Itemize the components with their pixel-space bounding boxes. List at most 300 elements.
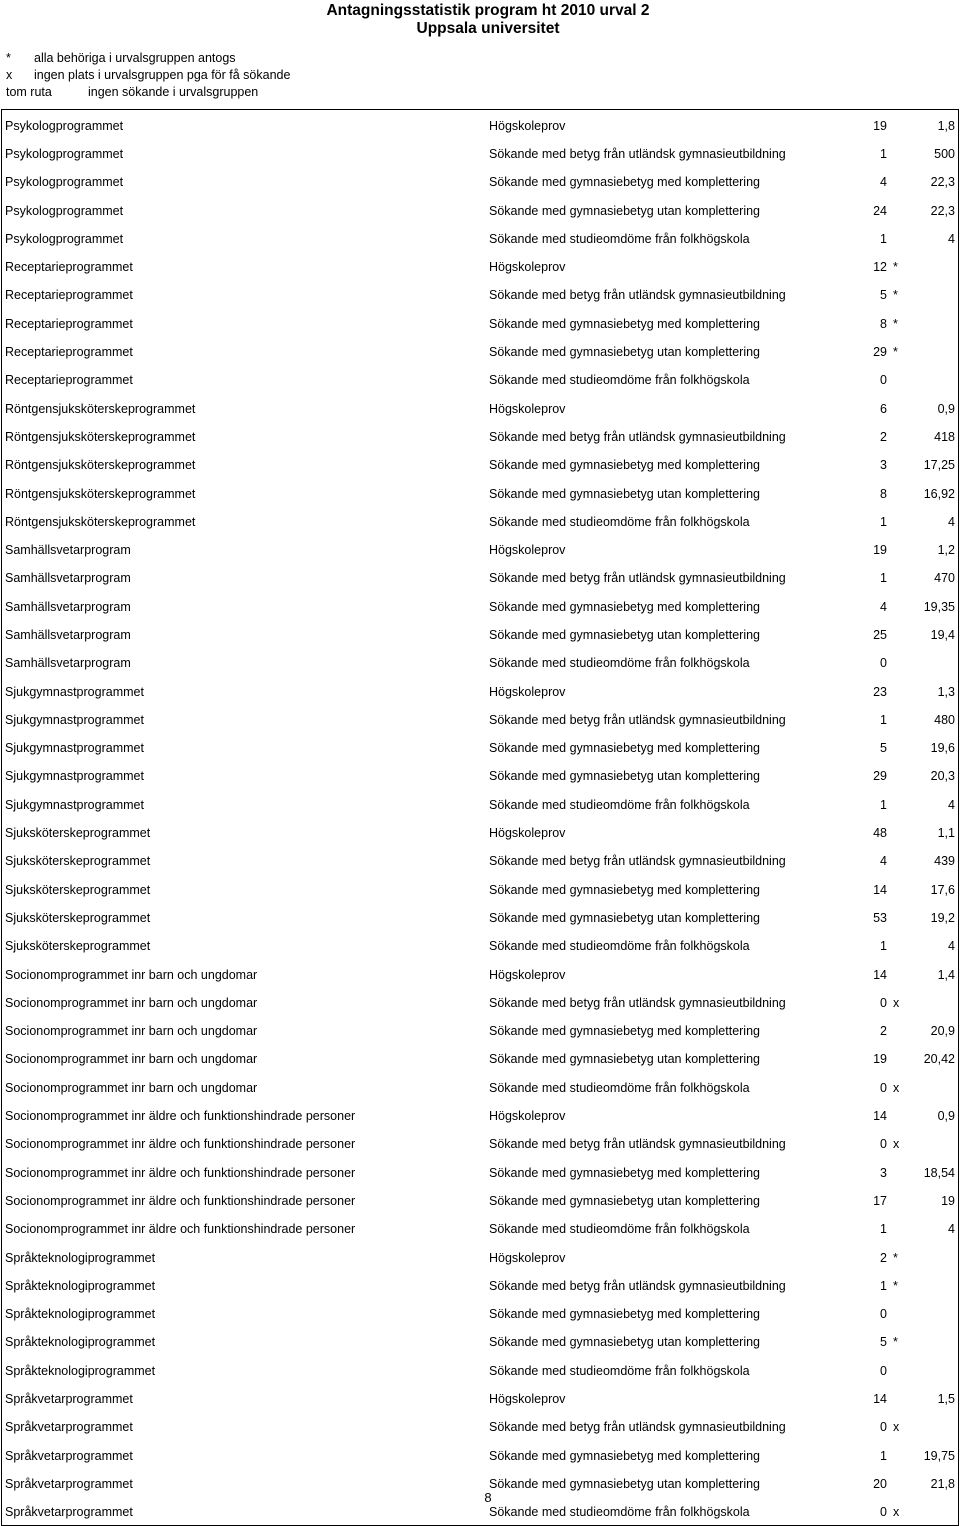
count-cell: 0 <box>880 656 887 671</box>
table-row <box>2 1270 959 1298</box>
table-row <box>2 1355 959 1383</box>
table-row <box>2 1440 959 1468</box>
program-cell: Samhällsvetarprogram <box>5 571 131 586</box>
page-number: 8 <box>484 1490 492 1505</box>
count-cell: 25 <box>873 627 887 642</box>
table-body <box>2 110 959 1526</box>
flag-cell <box>890 1185 904 1213</box>
flag-cell: x <box>893 1137 900 1152</box>
page-subtitle: Uppsala universitet <box>416 20 560 37</box>
value-cell <box>904 336 959 364</box>
count-cell: 19 <box>873 118 887 133</box>
program-cell: Sjuksköterskeprogrammet <box>5 882 151 897</box>
program-cell: Sjuksköterskeprogrammet <box>5 854 151 869</box>
count-cell: 20 <box>873 1476 887 1491</box>
table-row <box>2 280 959 308</box>
program-cell: Sjukgymnastprogrammet <box>5 741 144 756</box>
group-cell: Högskoleprov <box>489 118 566 133</box>
program-cell: Psykologprogrammet <box>5 231 124 246</box>
program-cell: Sjukgymnastprogrammet <box>5 769 144 784</box>
group-cell: Sökande med gymnasiebetyg med komplettering <box>489 1165 760 1180</box>
flag-cell <box>890 534 904 562</box>
program-cell: Socionomprogrammet inr äldre och funktionshindrade personer <box>5 1193 356 1208</box>
group-cell: Sökande med gymnasiebetyg utan komplettering <box>489 627 760 642</box>
table-row <box>2 1129 959 1157</box>
flag-cell <box>890 1355 904 1383</box>
table-row <box>2 110 959 139</box>
group-cell: Sökande med gymnasiebetyg med komplettering <box>489 1448 760 1463</box>
flag-cell: x <box>893 1505 900 1520</box>
group-cell: Sökande med betyg från utländsk gymnasieutbildning <box>489 1137 786 1152</box>
count-cell: 29 <box>873 769 887 784</box>
table-row <box>2 704 959 732</box>
program-cell: Språkvetarprogrammet <box>5 1392 133 1406</box>
group-cell: Sökande med studieomdöme från folkhögskola <box>489 1363 750 1378</box>
table-row <box>2 393 959 421</box>
table-row <box>2 846 959 874</box>
table-row <box>2 336 959 364</box>
value-cell: 4 <box>948 1222 955 1237</box>
group-cell: Sökande med gymnasiebetyg utan komplettering <box>489 345 760 360</box>
group-cell: Högskoleprov <box>489 684 566 699</box>
group-cell: Sökande med gymnasiebetyg med komplettering <box>489 175 760 190</box>
program-cell: Sjukgymnastprogrammet <box>5 712 144 727</box>
group-cell: Sökande med gymnasiebetyg utan komplettering <box>489 1052 760 1067</box>
flag-cell <box>890 704 904 732</box>
table-row <box>2 421 959 449</box>
value-cell: 0,9 <box>937 401 955 416</box>
value-cell: 20,3 <box>930 769 955 784</box>
count-cell: 5 <box>880 1335 887 1350</box>
legend-symbol: * <box>6 51 11 65</box>
value-cell <box>904 1072 959 1100</box>
table-row <box>2 1016 959 1044</box>
value-cell <box>904 1129 959 1157</box>
value-cell: 18,54 <box>923 1165 955 1180</box>
table-row <box>2 959 959 987</box>
value-cell <box>904 1270 959 1298</box>
flag-cell: * <box>893 1250 898 1265</box>
program-cell: Samhällsvetarprogram <box>5 599 131 614</box>
flag-cell <box>890 733 904 761</box>
count-cell: 1 <box>880 1278 887 1293</box>
legend-text: ingen sökande i urvalsgruppen <box>88 85 259 99</box>
flag-cell <box>890 1214 904 1242</box>
group-cell: Sökande med gymnasiebetyg utan komplettering <box>489 203 760 218</box>
group-cell: Sökande med gymnasiebetyg utan komplettering <box>489 1476 760 1491</box>
group-cell: Högskoleprov <box>489 967 566 982</box>
program-cell: Sjuksköterskeprogrammet <box>5 826 151 841</box>
count-cell: 14 <box>873 1109 887 1124</box>
flag-cell <box>890 619 904 647</box>
table-row <box>2 817 959 845</box>
program-cell: Psykologprogrammet <box>5 203 124 218</box>
flag-cell <box>890 676 904 704</box>
count-cell: 8 <box>880 486 887 501</box>
count-cell: 14 <box>873 967 887 982</box>
program-cell: Samhällsvetarprogram <box>5 543 131 558</box>
table-row <box>2 1044 959 1072</box>
group-cell: Sökande med studieomdöme från folkhögskola <box>489 656 750 671</box>
flag-cell <box>890 1383 904 1411</box>
flag-cell <box>890 1157 904 1185</box>
group-cell: Sökande med studieomdöme från folkhögskola <box>489 797 750 812</box>
group-cell: Högskoleprov <box>489 260 566 275</box>
value-cell: 1,2 <box>937 543 955 558</box>
value-cell: 17,6 <box>930 882 955 897</box>
table-row <box>2 167 959 195</box>
value-cell: 4 <box>948 514 955 529</box>
table-row <box>2 591 959 619</box>
group-cell: Sökande med studieomdöme från folkhögskola <box>489 939 750 954</box>
count-cell: 1 <box>880 571 887 586</box>
value-cell <box>904 1327 959 1355</box>
flag-cell <box>890 421 904 449</box>
flag-cell <box>890 110 904 139</box>
value-cell: 1,3 <box>937 684 955 699</box>
group-cell: Högskoleprov <box>489 543 566 558</box>
count-cell: 1 <box>880 1448 887 1463</box>
group-cell: Sökande med studieomdöme från folkhögskola <box>489 1080 750 1095</box>
flag-cell <box>890 1044 904 1072</box>
legend-item <box>6 67 290 84</box>
flag-cell <box>890 817 904 845</box>
value-cell <box>904 987 959 1015</box>
table-row <box>2 789 959 817</box>
value-cell: 439 <box>934 854 955 869</box>
value-cell <box>904 308 959 336</box>
flag-cell <box>890 393 904 421</box>
group-cell: Högskoleprov <box>489 1250 566 1265</box>
program-cell: Samhällsvetarprogram <box>5 627 131 642</box>
group-cell: Sökande med gymnasiebetyg med komplettering <box>489 882 760 897</box>
value-cell: 19,6 <box>930 741 955 756</box>
group-cell: Högskoleprov <box>489 401 566 416</box>
group-cell: Sökande med betyg från utländsk gymnasieutbildning <box>489 995 786 1010</box>
flag-cell: * <box>893 288 898 303</box>
value-cell: 19,35 <box>923 599 955 614</box>
count-cell: 48 <box>873 826 887 841</box>
flag-cell <box>890 1016 904 1044</box>
legend <box>6 50 290 101</box>
value-cell <box>904 648 959 676</box>
value-cell <box>904 365 959 393</box>
group-cell: Sökande med betyg från utländsk gymnasieutbildning <box>489 571 786 586</box>
value-cell: 470 <box>934 571 955 586</box>
flag-cell: * <box>893 260 898 275</box>
count-cell: 5 <box>880 741 887 756</box>
group-cell: Sökande med studieomdöme från folkhögskola <box>489 1505 750 1520</box>
value-cell <box>904 251 959 279</box>
flag-cell <box>890 138 904 166</box>
group-cell: Sökande med gymnasiebetyg med komplettering <box>489 741 760 756</box>
value-cell: 1,5 <box>937 1392 955 1406</box>
program-cell: Röntgensjuksköterskeprogrammet <box>5 514 196 529</box>
value-cell: 22,3 <box>930 175 955 190</box>
value-cell: 1,4 <box>937 967 955 982</box>
table-row <box>2 874 959 902</box>
value-cell <box>904 1412 959 1440</box>
program-cell: Socionomprogrammet inr äldre och funktionshindrade personer <box>5 1222 356 1237</box>
group-cell: Högskoleprov <box>489 826 566 841</box>
group-cell: Sökande med studieomdöme från folkhögskola <box>489 231 750 246</box>
table-row <box>2 1214 959 1242</box>
count-cell: 14 <box>873 882 887 897</box>
count-cell: 17 <box>873 1193 887 1208</box>
group-cell: Sökande med betyg från utländsk gymnasieutbildning <box>489 1278 786 1293</box>
flag-cell <box>890 223 904 251</box>
flag-cell <box>890 450 904 478</box>
flag-cell <box>890 478 904 506</box>
flag-cell <box>890 1100 904 1128</box>
program-cell: Språkvetarprogrammet <box>5 1420 133 1435</box>
flag-cell: x <box>893 995 900 1010</box>
count-cell: 12 <box>873 260 887 275</box>
count-cell: 0 <box>880 373 887 388</box>
program-cell: Psykologprogrammet <box>5 118 124 133</box>
value-cell: 480 <box>934 712 955 727</box>
table-row <box>2 1383 959 1411</box>
flag-cell: * <box>893 1278 898 1293</box>
flag-cell <box>890 1440 904 1468</box>
flag-cell <box>890 195 904 223</box>
flag-cell <box>890 761 904 789</box>
flag-cell <box>890 874 904 902</box>
count-cell: 4 <box>880 854 887 869</box>
table-row <box>2 931 959 959</box>
program-cell: Röntgensjuksköterskeprogrammet <box>5 486 196 501</box>
value-cell: 4 <box>948 797 955 812</box>
table-row <box>2 1157 959 1185</box>
value-cell: 20,42 <box>923 1052 955 1067</box>
group-cell: Sökande med studieomdöme från folkhögskola <box>489 1222 750 1237</box>
flag-cell <box>890 648 904 676</box>
program-cell: Språkteknologiprogrammet <box>5 1307 156 1322</box>
value-cell: 500 <box>934 146 955 161</box>
group-cell: Sökande med gymnasiebetyg utan komplettering <box>489 1193 760 1208</box>
value-cell: 16,92 <box>923 486 955 501</box>
table-row <box>2 478 959 506</box>
value-cell <box>904 1355 959 1383</box>
group-cell: Sökande med gymnasiebetyg med komplettering <box>489 1307 760 1322</box>
table-row <box>2 733 959 761</box>
table-row <box>2 223 959 251</box>
group-cell: Sökande med betyg från utländsk gymnasieutbildning <box>489 288 786 303</box>
value-cell: 19,2 <box>930 910 955 925</box>
group-cell: Sökande med gymnasiebetyg utan komplettering <box>489 1335 760 1350</box>
program-cell: Socionomprogrammet inr äldre och funktionshindrade personer <box>5 1165 356 1180</box>
value-cell: 20,9 <box>930 1024 955 1039</box>
count-cell: 0 <box>880 1307 887 1322</box>
program-cell: Socionomprogrammet inr barn och ungdomar <box>5 1052 258 1067</box>
group-cell: Sökande med betyg från utländsk gymnasieutbildning <box>489 146 786 161</box>
count-cell: 2 <box>880 1250 887 1265</box>
value-cell: 19 <box>941 1193 955 1208</box>
group-cell: Sökande med gymnasiebetyg utan komplettering <box>489 910 760 925</box>
count-cell: 2 <box>880 429 887 444</box>
value-cell: 22,3 <box>930 203 955 218</box>
count-cell: 3 <box>880 458 887 473</box>
value-cell: 19,75 <box>923 1448 955 1463</box>
program-cell: Socionomprogrammet inr äldre och funktionshindrade personer <box>5 1109 356 1124</box>
count-cell: 1 <box>880 939 887 954</box>
group-cell: Sökande med betyg från utländsk gymnasieutbildning <box>489 1420 786 1435</box>
program-cell: Språkteknologiprogrammet <box>5 1278 156 1293</box>
program-cell: Sjukgymnastprogrammet <box>5 684 144 699</box>
flag-cell: * <box>893 1335 898 1350</box>
flag-cell <box>890 365 904 393</box>
flag-cell <box>890 1298 904 1326</box>
flag-cell <box>890 931 904 959</box>
program-cell: Receptarieprogrammet <box>5 288 133 303</box>
program-cell: Socionomprogrammet inr barn och ungdomar <box>5 995 258 1010</box>
value-cell: 1,1 <box>937 826 955 841</box>
program-cell: Psykologprogrammet <box>5 146 124 161</box>
count-cell: 3 <box>880 1165 887 1180</box>
count-cell: 0 <box>880 1420 887 1435</box>
value-cell: 4 <box>948 939 955 954</box>
group-cell: Sökande med betyg från utländsk gymnasieutbildning <box>489 854 786 869</box>
flag-cell: * <box>893 345 898 360</box>
group-cell: Sökande med gymnasiebetyg med komplettering <box>489 599 760 614</box>
flag-cell: x <box>893 1420 900 1435</box>
program-cell: Socionomprogrammet inr barn och ungdomar <box>5 1080 258 1095</box>
count-cell: 8 <box>880 316 887 331</box>
program-cell: Receptarieprogrammet <box>5 345 133 360</box>
table-row <box>2 251 959 279</box>
count-cell: 0 <box>880 1137 887 1152</box>
flag-cell <box>890 959 904 987</box>
group-cell: Sökande med studieomdöme från folkhögskola <box>489 514 750 529</box>
program-cell: Sjuksköterskeprogrammet <box>5 939 151 954</box>
program-cell: Sjukgymnastprogrammet <box>5 797 144 812</box>
table-row <box>2 676 959 704</box>
value-cell: 19,4 <box>930 627 955 642</box>
legend-text: alla behöriga i urvalsgruppen antogs <box>34 51 236 65</box>
table-row <box>2 563 959 591</box>
count-cell: 1 <box>880 514 887 529</box>
count-cell: 14 <box>873 1392 887 1406</box>
program-cell: Språkvetarprogrammet <box>5 1448 133 1463</box>
value-cell <box>904 280 959 308</box>
group-cell: Sökande med studieomdöme från folkhögskola <box>489 373 750 388</box>
group-cell: Sökande med gymnasiebetyg med komplettering <box>489 458 760 473</box>
table-row <box>2 1185 959 1213</box>
legend-item <box>6 50 290 67</box>
table-row <box>2 619 959 647</box>
table-row <box>2 902 959 930</box>
value-cell <box>904 1298 959 1326</box>
flag-cell <box>890 591 904 619</box>
admission-table <box>1 109 959 1526</box>
program-cell: Röntgensjuksköterskeprogrammet <box>5 401 196 416</box>
group-cell: Sökande med betyg från utländsk gymnasieutbildning <box>489 429 786 444</box>
count-cell: 24 <box>873 203 887 218</box>
count-cell: 2 <box>880 1024 887 1039</box>
legend-symbol: tom ruta <box>6 85 52 99</box>
program-cell: Receptarieprogrammet <box>5 260 133 275</box>
table-row <box>2 506 959 534</box>
program-cell: Språkvetarprogrammet <box>5 1476 133 1491</box>
value-cell: 1,8 <box>937 118 955 133</box>
table-row <box>2 450 959 478</box>
program-cell: Socionomprogrammet inr äldre och funktionshindrade personer <box>5 1137 356 1152</box>
program-cell: Psykologprogrammet <box>5 175 124 190</box>
table-row <box>2 1072 959 1100</box>
value-cell: 418 <box>934 429 955 444</box>
group-cell: Högskoleprov <box>489 1109 566 1124</box>
group-cell: Sökande med gymnasiebetyg med komplettering <box>489 316 760 331</box>
program-cell: Språkteknologiprogrammet <box>5 1250 156 1265</box>
flag-cell <box>890 167 904 195</box>
count-cell: 6 <box>880 401 887 416</box>
count-cell: 4 <box>880 599 887 614</box>
value-cell: 21,8 <box>930 1476 955 1491</box>
flag-cell <box>890 506 904 534</box>
legend-item <box>6 84 290 101</box>
program-cell: Språkteknologiprogrammet <box>5 1335 156 1350</box>
table-row <box>2 1327 959 1355</box>
program-cell: Språkteknologiprogrammet <box>5 1363 156 1378</box>
count-cell: 0 <box>880 1363 887 1378</box>
program-cell: Socionomprogrammet inr barn och ungdomar <box>5 967 258 982</box>
legend-symbol: x <box>6 68 13 82</box>
flag-cell <box>890 563 904 591</box>
program-cell: Sjuksköterskeprogrammet <box>5 910 151 925</box>
program-cell: Receptarieprogrammet <box>5 316 133 331</box>
flag-cell <box>890 846 904 874</box>
table-row <box>2 987 959 1015</box>
flag-cell <box>890 902 904 930</box>
count-cell: 1 <box>880 1222 887 1237</box>
group-cell: Sökande med gymnasiebetyg med komplettering <box>489 1024 760 1039</box>
value-cell: 0,9 <box>937 1109 955 1124</box>
table-row <box>2 195 959 223</box>
count-cell: 53 <box>873 910 887 925</box>
program-cell: Receptarieprogrammet <box>5 373 133 388</box>
count-cell: 23 <box>873 684 887 699</box>
table-row <box>2 365 959 393</box>
flag-cell <box>890 789 904 817</box>
flag-cell: * <box>893 316 898 331</box>
count-cell: 1 <box>880 231 887 246</box>
page-title: Antagningsstatistik program ht 2010 urval 2 <box>326 2 650 19</box>
table-row <box>2 761 959 789</box>
table-row <box>2 308 959 336</box>
count-cell: 0 <box>880 1080 887 1095</box>
legend-text: ingen plats i urvalsgruppen pga för få sökande <box>34 68 291 82</box>
count-cell: 4 <box>880 175 887 190</box>
table-row <box>2 534 959 562</box>
value-cell: 4 <box>948 231 955 246</box>
program-cell: Socionomprogrammet inr barn och ungdomar <box>5 1024 258 1039</box>
table-row <box>2 138 959 166</box>
group-cell: Högskoleprov <box>489 1392 566 1406</box>
count-cell: 0 <box>880 995 887 1010</box>
program-cell: Språkvetarprogrammet <box>5 1505 133 1520</box>
value-cell <box>904 1242 959 1270</box>
count-cell: 0 <box>880 1505 887 1520</box>
table-row <box>2 648 959 676</box>
count-cell: 19 <box>873 1052 887 1067</box>
table-row <box>2 1298 959 1326</box>
value-cell: 17,25 <box>923 458 955 473</box>
program-cell: Samhällsvetarprogram <box>5 656 131 671</box>
count-cell: 1 <box>880 146 887 161</box>
table-row <box>2 1100 959 1128</box>
group-cell: Sökande med betyg från utländsk gymnasieutbildning <box>489 712 786 727</box>
group-cell: Sökande med gymnasiebetyg utan komplettering <box>489 486 760 501</box>
